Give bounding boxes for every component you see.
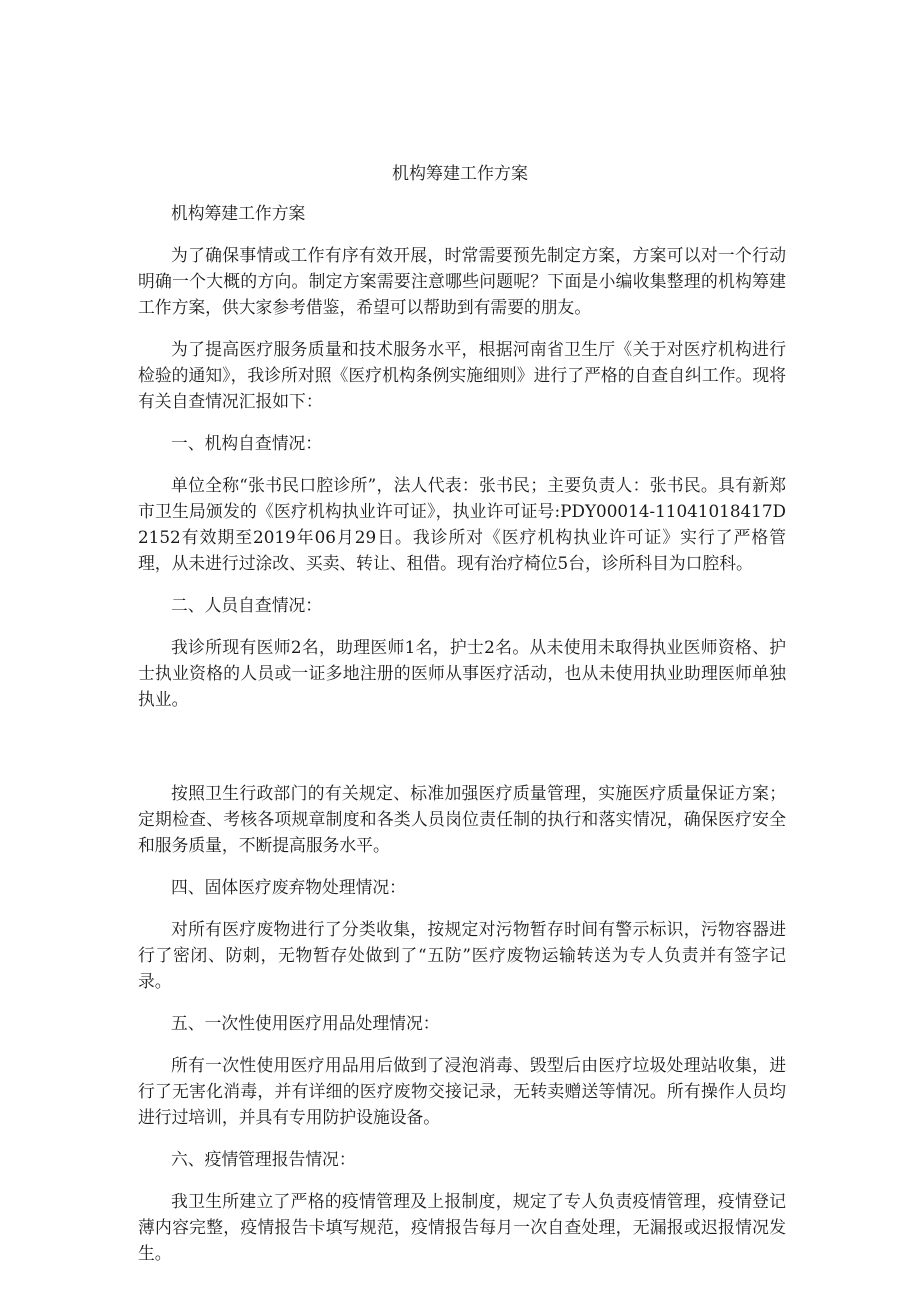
disposable-paragraph: 所有一次性使用医疗用品用后做到了浸泡消毒、毁型后由医疗垃圾处理站收集，进行了无害化消毒，并有详细的医疗废物交接记录，无转卖赠送等情况。所有操作人员均进行过培训，并具有专用防护设施设备。 xyxy=(138,1055,786,1127)
document-body xyxy=(0,200,920,1266)
section-heading-5: 五、一次性使用医疗用品处理情况： xyxy=(171,1013,440,1033)
waste-paragraph: 对所有医疗废物进行了分类收集，按规定对污物暂存时间有警示标识，污物容器进行了密闭、防刺，无物暂存处做到了“五防”医疗废物运输转送为专人负责并有签字记录。 xyxy=(138,919,786,991)
section-heading-4: 四、固体医疗废弃物处理情况： xyxy=(171,877,406,897)
epidemic-paragraph: 我卫生所建立了严格的疫情管理及上报制度，规定了专人负责疫情管理，疫情登记薄内容完整，疫情报告卡填写规范，疫情报告每月一次自查处理，无漏报或迟报情况发生。 xyxy=(138,1191,786,1263)
subtitle-paragraph: 机构筹建工作方案 xyxy=(171,203,306,223)
intro-paragraph: 为了确保事情或工作有序有效开展，时常需要预先制定方案，方案可以对一个行动明确一个大概的方向。制定方案需要注意哪些问题呢？下面是小编收集整理的机构筹建工作方案，供大家参考借鉴，希望可以帮助到有需要的朋友。 xyxy=(138,245,786,317)
section-heading-6: 六、疫情管理报告情况： xyxy=(171,1149,356,1169)
document-title: 机构筹建工作方案 xyxy=(392,164,528,184)
institution-paragraph: 单位全称“张书民口腔诊所”，法人代表：张书民；主要负责人：张书民。具有新郑市卫生局颁发的《医疗机构执业许可证》，执业许可证号:PDY00014-11041018417D2152有效期至2019年06月29日。我诊所对《医疗机构执业许可证》实行了严格管理，从未进行过涂改、买卖、转让、租借。现有治疗椅位5台，诊所科目为口腔科。 xyxy=(138,475,786,573)
quality-paragraph: 按照卫生行政部门的有关规定、标准加强医疗质量管理，实施医疗质量保证方案；定期检查、考核各项规章制度和各类人员岗位责任制的执行和落实情况，确保医疗安全和服务质量，不断提高服务水平。 xyxy=(138,783,786,855)
purpose-paragraph: 为了提高医疗服务质量和技术服务水平，根据河南省卫生厅《关于对医疗机构进行检验的通知》，我诊所对照《医疗机构条例实施细则》进行了严格的自查自纠工作。现将有关自查情况汇报如下： xyxy=(138,339,786,411)
section-heading-1: 一、机构自查情况： xyxy=(171,433,323,453)
staff-paragraph: 我诊所现有医师2名，助理医师1名，护士2名。从未使用未取得执业医师资格、护士执业资格的人员或一证多地注册的医师从事医疗活动，也从未使用执业助理医师单独执业。 xyxy=(138,637,786,709)
section-heading-2: 二、人员自查情况： xyxy=(171,595,323,615)
